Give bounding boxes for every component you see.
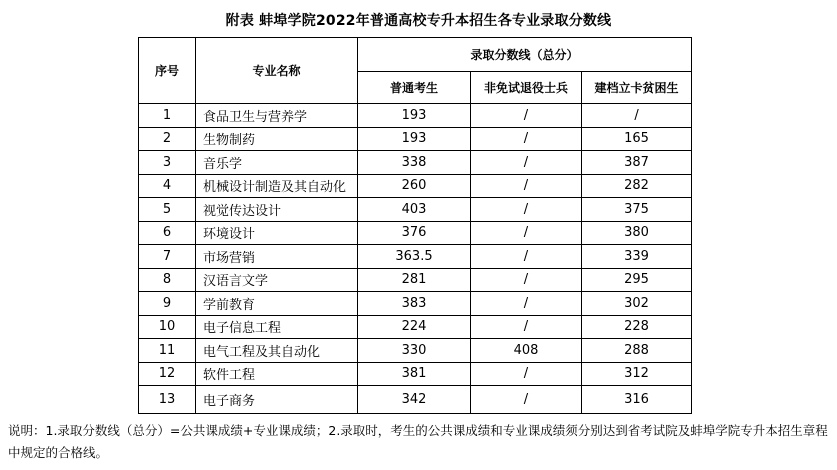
cell-seq: 13 bbox=[139, 386, 196, 414]
cell-major: 汉语言文学 bbox=[196, 268, 358, 292]
cell-regular: 383 bbox=[358, 292, 471, 316]
cell-veteran: / bbox=[471, 127, 582, 151]
cell-veteran: / bbox=[471, 151, 582, 175]
cell-major: 市场营销 bbox=[196, 245, 358, 269]
cell-veteran: / bbox=[471, 292, 582, 316]
cell-seq: 11 bbox=[139, 339, 196, 363]
cell-regular: 403 bbox=[358, 198, 471, 222]
cell-major: 生物制药 bbox=[196, 127, 358, 151]
cell-veteran: / bbox=[471, 245, 582, 269]
cell-poverty: 282 bbox=[582, 174, 692, 198]
header-regular: 普通考生 bbox=[358, 72, 471, 104]
cell-major: 软件工程 bbox=[196, 362, 358, 386]
cell-regular: 193 bbox=[358, 104, 471, 128]
cell-veteran: 408 bbox=[471, 339, 582, 363]
table-row bbox=[139, 339, 692, 363]
cell-major: 食品卫生与营养学 bbox=[196, 104, 358, 128]
header-major: 专业名称 bbox=[196, 38, 358, 104]
table-row bbox=[139, 386, 692, 414]
cell-major: 机械设计制造及其自动化 bbox=[196, 174, 358, 198]
cell-poverty: 288 bbox=[582, 339, 692, 363]
cell-major: 学前教育 bbox=[196, 292, 358, 316]
cell-seq: 8 bbox=[139, 268, 196, 292]
cell-regular: 381 bbox=[358, 362, 471, 386]
cell-veteran: / bbox=[471, 221, 582, 245]
cell-poverty: 302 bbox=[582, 292, 692, 316]
table-row bbox=[139, 127, 692, 151]
cell-regular: 260 bbox=[358, 174, 471, 198]
table-body bbox=[139, 104, 692, 414]
table-row bbox=[139, 315, 692, 339]
table-row bbox=[139, 174, 692, 198]
cell-major: 环境设计 bbox=[196, 221, 358, 245]
cell-regular: 363.5 bbox=[358, 245, 471, 269]
cell-poverty: 339 bbox=[582, 245, 692, 269]
cell-seq: 10 bbox=[139, 315, 196, 339]
cell-poverty: 295 bbox=[582, 268, 692, 292]
cell-regular: 376 bbox=[358, 221, 471, 245]
cell-seq: 7 bbox=[139, 245, 196, 269]
admission-score-table bbox=[138, 37, 692, 414]
cell-regular: 338 bbox=[358, 151, 471, 175]
cell-veteran: / bbox=[471, 104, 582, 128]
cell-poverty: 165 bbox=[582, 127, 692, 151]
cell-veteran: / bbox=[471, 268, 582, 292]
header-seq: 序号 bbox=[139, 38, 196, 104]
cell-major: 电子商务 bbox=[196, 386, 358, 414]
cell-poverty: 312 bbox=[582, 362, 692, 386]
cell-regular: 193 bbox=[358, 127, 471, 151]
header-veteran: 非免试退役士兵 bbox=[471, 72, 582, 104]
cell-veteran: / bbox=[471, 198, 582, 222]
header-poverty: 建档立卡贫困生 bbox=[582, 72, 692, 104]
table-row bbox=[139, 151, 692, 175]
cell-veteran: / bbox=[471, 386, 582, 414]
cell-seq: 2 bbox=[139, 127, 196, 151]
cell-seq: 6 bbox=[139, 221, 196, 245]
cell-regular: 281 bbox=[358, 268, 471, 292]
table-row bbox=[139, 221, 692, 245]
cell-seq: 9 bbox=[139, 292, 196, 316]
footnote: 说明：1.录取分数线（总分）=公共课成绩+专业课成绩；2.录取时，考生的公共课成绩和专业课成绩须分别达到省考试院及蚌埠学院专升本招生章程中规定的合格线。 bbox=[8, 423, 828, 460]
cell-major: 电子信息工程 bbox=[196, 315, 358, 339]
cell-seq: 3 bbox=[139, 151, 196, 175]
cell-veteran: / bbox=[471, 362, 582, 386]
table-row bbox=[139, 268, 692, 292]
cell-poverty: 228 bbox=[582, 315, 692, 339]
cell-regular: 330 bbox=[358, 339, 471, 363]
cell-seq: 5 bbox=[139, 198, 196, 222]
cell-veteran: / bbox=[471, 315, 582, 339]
cell-seq: 12 bbox=[139, 362, 196, 386]
table-row bbox=[139, 362, 692, 386]
cell-regular: 342 bbox=[358, 386, 471, 414]
cell-major: 音乐学 bbox=[196, 151, 358, 175]
table-title: 附表 蚌埠学院2022年普通高校专升本招生各专业录取分数线 bbox=[225, 13, 612, 29]
cell-poverty: / bbox=[582, 104, 692, 128]
cell-regular: 224 bbox=[358, 315, 471, 339]
cell-poverty: 375 bbox=[582, 198, 692, 222]
table-row bbox=[139, 245, 692, 269]
cell-seq: 1 bbox=[139, 104, 196, 128]
table-row bbox=[139, 104, 692, 128]
header-score-group: 录取分数线（总分） bbox=[358, 38, 692, 72]
table-row bbox=[139, 292, 692, 316]
cell-seq: 4 bbox=[139, 174, 196, 198]
cell-poverty: 316 bbox=[582, 386, 692, 414]
table-row bbox=[139, 198, 692, 222]
cell-poverty: 380 bbox=[582, 221, 692, 245]
cell-veteran: / bbox=[471, 174, 582, 198]
cell-major: 电气工程及其自动化 bbox=[196, 339, 358, 363]
cell-major: 视觉传达设计 bbox=[196, 198, 358, 222]
cell-poverty: 387 bbox=[582, 151, 692, 175]
